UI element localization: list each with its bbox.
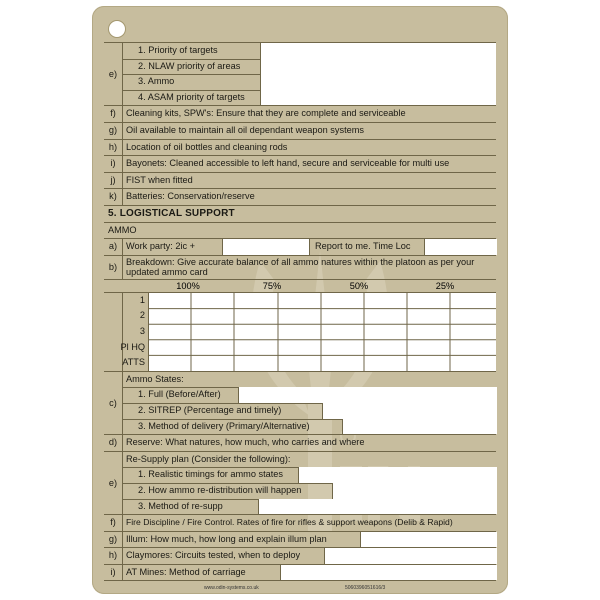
write-in-field[interactable] bbox=[258, 499, 497, 515]
row-g2 bbox=[104, 532, 496, 549]
row-letter: h) bbox=[108, 141, 118, 152]
row-letter: e) bbox=[104, 452, 123, 514]
write-in-field[interactable] bbox=[260, 74, 496, 90]
row-letter: i) bbox=[110, 566, 116, 577]
row-letter: g) bbox=[108, 533, 118, 544]
write-in-field[interactable] bbox=[324, 548, 497, 564]
work-party-field[interactable] bbox=[222, 239, 310, 255]
row-f bbox=[104, 106, 496, 123]
section-head: Ammo States: bbox=[126, 373, 184, 384]
row-letter: d) bbox=[108, 437, 118, 448]
time-loc-field[interactable] bbox=[424, 239, 497, 255]
priority-row bbox=[122, 74, 496, 91]
item-label: 2. SITREP (Percentage and timely) bbox=[138, 404, 282, 415]
item-label: 3. Method of re-supp bbox=[138, 500, 223, 511]
row-letter: i) bbox=[110, 158, 116, 169]
row-letter: c) bbox=[104, 372, 123, 434]
row-i bbox=[104, 156, 496, 173]
row-text: FIST when fitted bbox=[126, 174, 193, 185]
pct-header: 50% bbox=[349, 280, 369, 291]
footer-code: 5060396051616/3 bbox=[345, 585, 386, 591]
write-in-field[interactable] bbox=[260, 43, 496, 59]
row-letter: a) bbox=[108, 241, 118, 252]
row-text: Oil available to maintain all oil dependant weapon systems bbox=[126, 124, 364, 135]
row-f2 bbox=[104, 515, 496, 532]
row-k bbox=[104, 189, 496, 206]
write-in-field[interactable] bbox=[260, 90, 496, 106]
section-head: Re-Supply plan (Consider the following): bbox=[126, 453, 291, 464]
section-title: 5. LOGISTICAL SUPPORT bbox=[108, 207, 235, 219]
priority-row bbox=[122, 59, 496, 76]
subsection-title: AMMO bbox=[108, 224, 137, 235]
priority-label: 4. ASAM priority of targets bbox=[138, 91, 245, 102]
row-d bbox=[104, 435, 496, 452]
pct-header: 25% bbox=[435, 280, 455, 291]
ammo-row-label: Pl HQ bbox=[120, 341, 145, 352]
section-c-ammo-states bbox=[104, 372, 496, 435]
row-text: Reserve: What natures, how much, who carries and where bbox=[126, 437, 365, 448]
ammo-state-table bbox=[104, 293, 496, 372]
pct-header: 75% bbox=[262, 280, 282, 291]
row-text: Claymores: Circuits tested, when to deploy bbox=[126, 550, 301, 561]
write-in-field[interactable] bbox=[322, 403, 497, 419]
pct-header: 100% bbox=[176, 280, 200, 291]
row-text: Batteries: Conservation/reserve bbox=[126, 191, 255, 202]
ammo-row-label: 3 bbox=[139, 325, 145, 336]
row-letter: f) bbox=[110, 108, 116, 119]
priority-label: 3. Ammo bbox=[138, 76, 175, 87]
subsection-heading bbox=[104, 223, 496, 240]
row-letter: h) bbox=[108, 550, 118, 561]
ammo-row-label: 2 bbox=[139, 310, 145, 321]
report-label: Report to me. Time Loc bbox=[315, 241, 411, 252]
lanyard-hole bbox=[108, 20, 126, 38]
section-e-priorities bbox=[104, 42, 496, 106]
priority-row bbox=[122, 43, 496, 60]
row-text: Work party: 2ic + bbox=[126, 241, 196, 252]
row-i2 bbox=[104, 565, 496, 582]
row-letter: j) bbox=[110, 174, 116, 185]
item-label: 1. Realistic timings for ammo states bbox=[138, 469, 284, 480]
priority-label: 1. Priority of targets bbox=[138, 45, 218, 55]
row-b bbox=[104, 256, 496, 280]
write-in-field[interactable] bbox=[332, 483, 497, 499]
row-text: Cleaning kits, SPW's: Ensure that they are complete and serviceable bbox=[126, 108, 406, 119]
write-in-field[interactable] bbox=[342, 419, 497, 435]
ammo-row-label: 1 bbox=[139, 294, 145, 305]
item-label: 3. Method of delivery (Primary/Alternative) bbox=[138, 420, 310, 431]
write-in-field[interactable] bbox=[298, 467, 497, 483]
row-text: AT Mines: Method of carriage bbox=[126, 566, 246, 577]
row-a bbox=[104, 239, 496, 256]
row-text: Fire Discipline / Fire Control. Rates of fire for rifles & support weapons (Delib & Rapid) bbox=[126, 517, 453, 528]
row-letter: f) bbox=[110, 517, 116, 528]
ammo-row-label: ATTS bbox=[122, 357, 145, 368]
write-in-field[interactable] bbox=[260, 59, 496, 75]
section-e-resupply bbox=[104, 452, 496, 515]
row-g bbox=[104, 123, 496, 140]
row-letter: g) bbox=[108, 124, 118, 135]
footer-url: www.odin-systems.co.uk bbox=[204, 585, 259, 591]
write-in-field[interactable] bbox=[360, 532, 497, 548]
row-h2 bbox=[104, 548, 496, 565]
row-text: Illum: How much, how long and explain illum plan bbox=[126, 533, 327, 544]
reference-card bbox=[92, 6, 508, 594]
row-letter: e) bbox=[104, 43, 123, 105]
row-h bbox=[104, 140, 496, 157]
write-in-field[interactable] bbox=[238, 387, 497, 403]
ammo-state-grid[interactable] bbox=[148, 293, 496, 371]
row-letter: k) bbox=[109, 191, 117, 202]
briefing-grid bbox=[104, 42, 496, 581]
item-label: 1. Full (Before/After) bbox=[138, 389, 221, 400]
row-text: Breakdown: Give accurate balance of all ammo natures within the platoon as per your updated ammo card bbox=[126, 256, 475, 278]
row-text: Location of oil bottles and cleaning rods bbox=[126, 141, 288, 152]
item-label: 2. How ammo re-distribution will happen bbox=[138, 484, 302, 495]
row-j bbox=[104, 173, 496, 190]
ammo-table-header bbox=[104, 280, 496, 293]
priority-row bbox=[122, 90, 496, 106]
row-text: Bayonets: Cleaned accessible to left hand, secure and serviceable for multi use bbox=[126, 158, 450, 169]
priority-label: 2. NLAW priority of areas bbox=[138, 60, 241, 71]
section-heading bbox=[104, 206, 496, 223]
row-letter: b) bbox=[108, 261, 118, 272]
write-in-field[interactable] bbox=[280, 565, 497, 581]
